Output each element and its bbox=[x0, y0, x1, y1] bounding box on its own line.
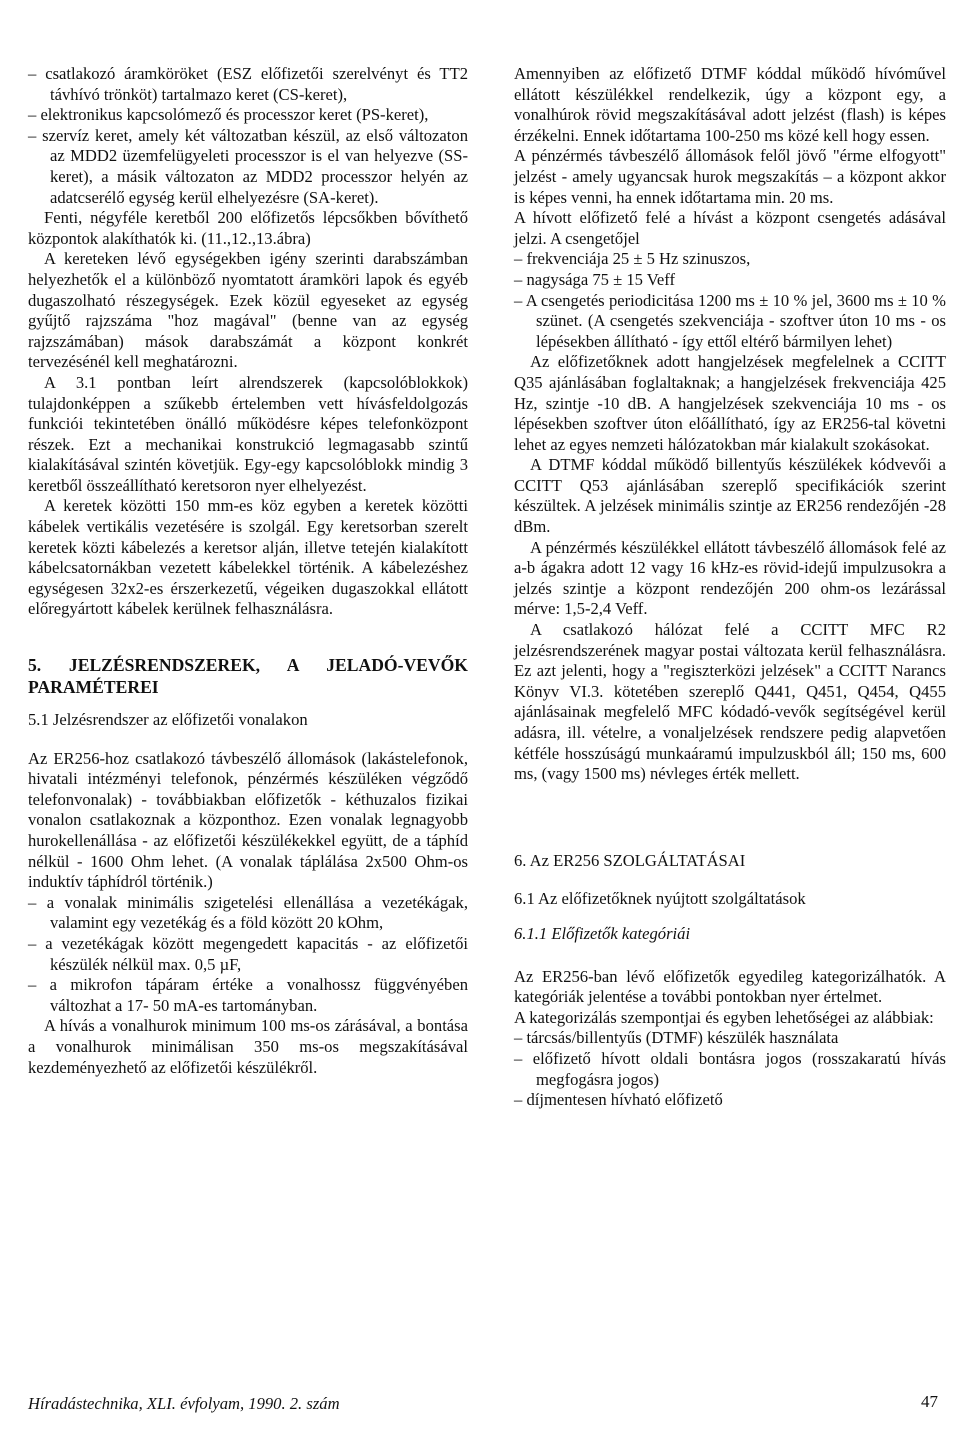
footer-citation: Híradástechnika, XLI. évfolyam, 1990. 2. szám bbox=[28, 1394, 340, 1413]
paragraph-alrendszerek: A 3.1 pontban leírt alrendszerek (kapcsolóblokkok) tulajdonképpen a szűkebb értelemben vett hívásfeldolgozás funkciói tekintetében önálló működésre képes telefonközpont részek. Ezt a mechanikai konstrukció legmagasabb szintű kialakításával szintén követjük. Egy-egy kapcsolóblokk mindig 3 keretből összeállítható keretsoron nyer elhelyezést. bbox=[28, 372, 468, 495]
bullet-szerviz-keret: – szervíz keret, amely két változatban készül, az első változaton az MDD2 üzemfelügyeleti processzor is el van helyezve (SS-keret), a másik változaton az MDD2 processzor helyén az adatcserélő egység kerül elhelyezésre (SA-keret). bbox=[28, 125, 468, 207]
paragraph-penzermes-impulzus: A pénzérmés készülékkel ellátott távbeszélő állomások felé az a-b ágakra adott 12 vagy 16 kHz-es rövid-idejű impulzusokra a jelzés szintje a központ rendezőjén 200 ohm-os lezárással mérve: 1,5-2,4 Veff. bbox=[514, 537, 946, 619]
bullet-nagysag: – nagysága 75 ± 15 Veff bbox=[514, 269, 676, 289]
bullet-cs-keret: – csatlakozó áramköröket (ESZ előfizetői szerelvényt és TT2 távhívó trönköt) tartalmazo keret (CS-keret), bbox=[28, 64, 468, 104]
left-column bbox=[28, 64, 468, 1078]
paragraph-keretek: Fenti, négyféle keretből 200 előfizetős lépcsőkben bővíthető központok alakíthatók ki. (11.,12.,13.ábra) bbox=[28, 208, 468, 248]
page-number: 47 bbox=[921, 1392, 938, 1411]
paragraph-dtmf-flash: Amennyiben az előfizető DTMF kóddal működő hívóművel ellátott készülékkel rendelkezik, úgy a központ egy, a vonalhúrok rövid megszakításával adott jelzést (flash) is képes érzékelni. Ennek időtartama 100-250 ms közé kell hogy essen. bbox=[514, 64, 946, 145]
paragraph-dtmf-kodvevok: A DTMF kóddal működő billentyűs készülékek kódvevői a CCITT Q53 ajánlásában szereplő specifikációk szerint készültek. A jelzések minimális szintje az ER256 rendezőjén -28 dBm. bbox=[514, 455, 946, 537]
paragraph-kabelezes: A keretek közötti 150 mm-es köz egyben a keretek közötti kábelek vertikális vezetésére is szolgál. Egy keretsorban szerelt keretek közti kábelezés a keretsor alján, illetve tetején kialakított kábelcsatornákban vezetett kábelekkel történik. A kábelezéshez egységesen 32x2-es érszerkezetű, végeiken dugaszokkal ellátott előregyártott kábelek kerülnek felhasználásra. bbox=[28, 496, 468, 619]
bullet-mikrofon-taparam: – a mikrofon tápáram értéke a vonalhossz függvényében változhat a 17- 50 mA-es tartományban. bbox=[28, 975, 468, 1015]
paragraph-hangjelzesek: Az előfizetőknek adott hangjelzések megfelelnek a CCITT Q35 ajánlásában foglaltaknak; a hangjelzések frekvenciája 425 Hz, szintje -10 dB. A hangjelzések szekvenciája 10 ms - os lépésekben szoftver úton előállítható, így az ER256-tal követni lehet az egyes nemzeti hálózatokban már kialakult szokásokat. bbox=[514, 352, 946, 454]
bullet-hivott-oldali-bontas: – előfizető hívott oldali bontásra jogos (rosszakaratú hívás megfogásra jogos) bbox=[514, 1048, 946, 1089]
paragraph-penzermes: A pénzérmés távbeszélő állomások felől jövő "érme elfogyott" jelzést - amely ugyancsak hurok megszakítás – a központ akkor is képes venni, ha ennek időtartama min. 20 ms. bbox=[514, 146, 946, 207]
subsection-heading-6-1: 6.1 Az előfizetőknek nyújtott szolgáltatások bbox=[514, 889, 806, 909]
subsection-heading-5-1: 5.1 Jelzésrendszer az előfizetői vonalakon bbox=[28, 710, 308, 730]
bullet-dijmentes: – díjmentesen hívható előfizető bbox=[514, 1090, 723, 1110]
bullet-periodicitas: – A csengetés periodicitása 1200 ms ± 10 % jel, 3600 ms ± 10 % szünet. (A csengetés szekvenciája - szoftver úton 10 ms - os lépésekben állítható - így ettől eltérő bármilyen lehet) bbox=[514, 290, 946, 351]
bullet-kapacitas: – a vezetékágak között megengedett kapacitás - az előfizetői készülék nélkül max. 0,5 µF, bbox=[28, 933, 468, 974]
paragraph-mfc-r2: A csatlakozó hálózat felé a CCITT MFC R2 jelzésrendszerének magyar postai változata kerül felhasználásra. Ez azt jelenti, hogy a "regiszterközi jelzések" a CCITT Narancs Könyv VI.3. kötetében szereplő Q441, Q451, Q454, Q455 ajánlásainak megfelelő MFC kódadó-vevők segítségével kerül adásra, ill. vételre, a vonaljelzések rendszere pedig alapvetően kétféle hosszúságú munkaáramú impulzuskból áll; 150 ms, 600 ms, (vagy 1500 ms) névleges érték mellett. bbox=[514, 620, 946, 784]
paragraph-szempontok: A kategorizálás szempontjai és egyben lehetőségei az alábbiak: bbox=[514, 1007, 934, 1027]
section-heading-5: 5. JELZÉSRENDSZEREK, A JELADÓ-VEVŐK PARAMÉTEREI bbox=[28, 655, 468, 698]
paragraph-hivas-kezdemenyezes: A hívás a vonalhurok minimum 100 ms-os zárásával, a bontása a vonalhurok minimálisan 350 ms-os megszakításával kezdeményezhető az előfizetői készülékről. bbox=[28, 1016, 468, 1077]
paragraph-csengetes: A hívott előfizető felé a hívást a központ csengetés adásával jelzi. A csengetőjel bbox=[514, 208, 946, 248]
subsection-heading-6-1-1: 6.1.1 Előfizetők kategóriái bbox=[514, 923, 691, 943]
bullet-frekvencia: – frekvenciája 25 ± 5 Hz szinuszos, bbox=[514, 249, 751, 269]
bullet-ps-keret: – elektronikus kapcsolómező és processzor keret (PS-keret), bbox=[28, 105, 429, 125]
section-heading-6: 6. Az ER256 SZOLGÁLTATÁSAI bbox=[514, 850, 746, 870]
bullet-szigetelesi-ellenallas: – a vonalak minimális szigetelési ellenállása a vezetékágak, valamint egy vezetékág és a föld között 20 kOhm, bbox=[28, 892, 468, 933]
paragraph-egysegek: A kereteken lévő egységekben igény szerinti darabszámban helyezhetők el a különböző nyomtatott áramköri lapok és egyéb dugaszolható részegységek. Ezek közül egyeseket az egység gyűjtő rajzszáma "hoz magával" (benne van az egység rajzszámában) mások darabszámát a központ konkrét tervezésénél kell meghatározni. bbox=[28, 249, 468, 372]
paragraph-er256-allomasok: Az ER256-hoz csatlakozó távbeszélő állomások (lakástelefonok, hivatali intézményi telefonok, pénzérmés készüléken végződő telefonvonalak) - továbbiakban előfizetők - kéthuzalos fizikai vonalon csatlakoznak a központhoz. Ezen vonalak legnagyobb hurokellenállása - az előfizetői készülékekkel együtt, de a táphíd nélkül - 1600 Ohm lehet. (A vonalak táplálása 2x500 Ohm-os induktív táphídról történik.) bbox=[28, 748, 468, 892]
bullet-tarcsas-billentyus: – tárcsás/billentyűs (DTMF) készülék használata bbox=[514, 1028, 839, 1048]
right-column bbox=[514, 64, 946, 1111]
paragraph-kategorizalas: Az ER256-ban lévő előfizetők egyedileg kategorizálhatók. A kategóriák jelentése a további pontokban nyer értelmet. bbox=[514, 966, 946, 1007]
